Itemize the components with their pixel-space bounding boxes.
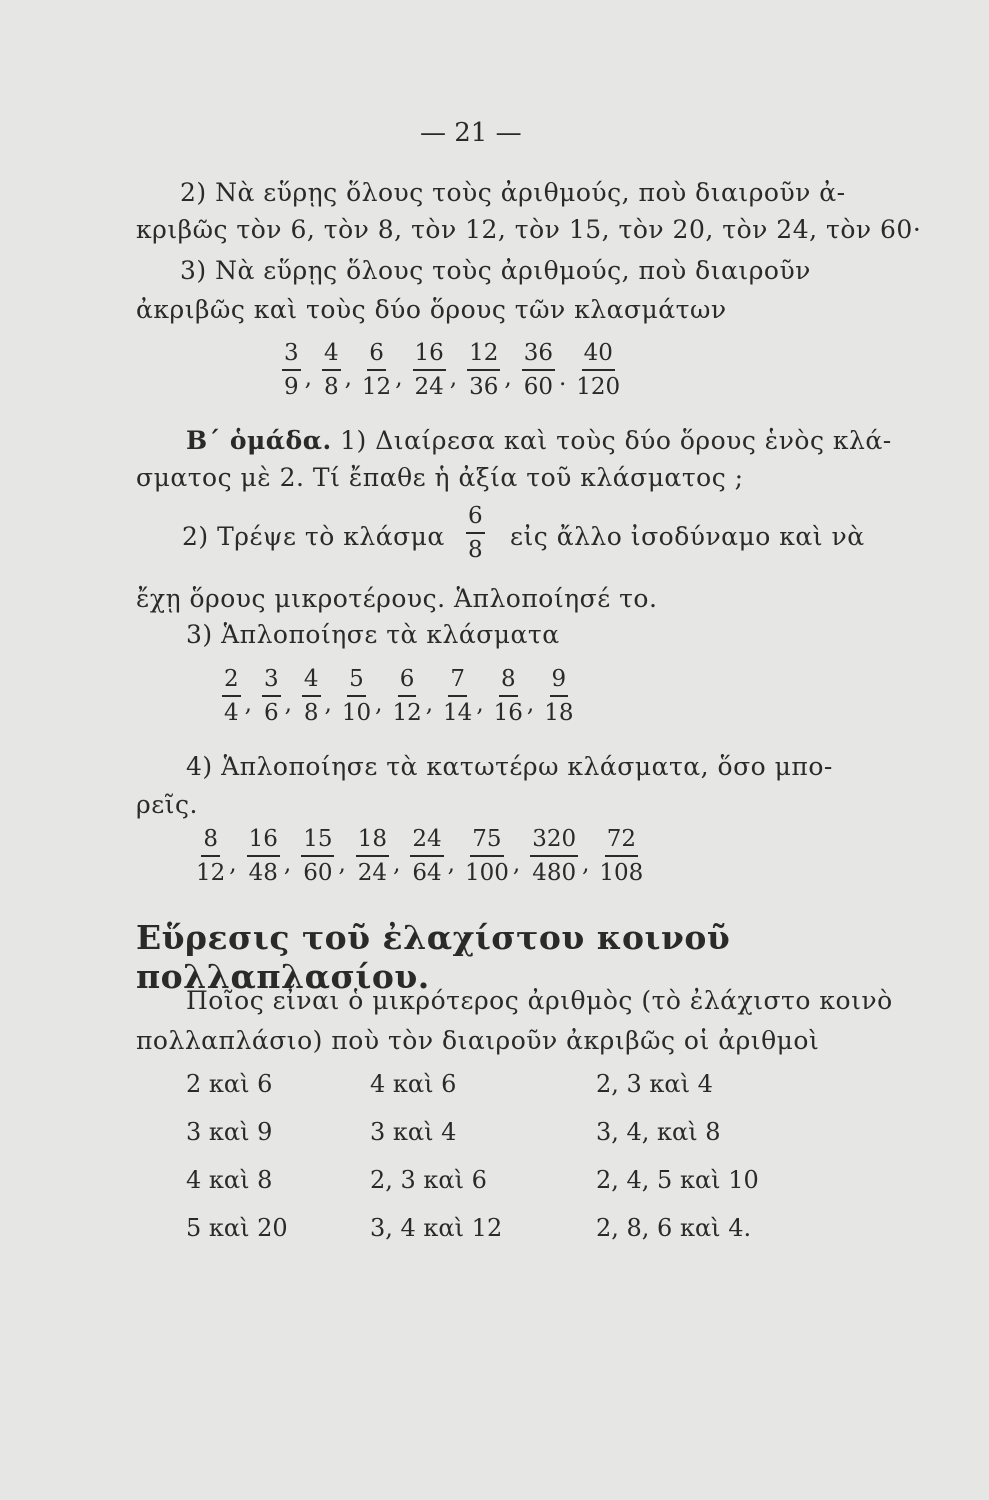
lcm-item: 2 καὶ 6 [186, 1070, 273, 1098]
group-b-exercise-2-line-2: ἔχῃ ὅρους μικροτέρους. Ἁπλοποίησέ το. [136, 584, 658, 613]
lcm-item: 2, 3 καὶ 4 [596, 1070, 713, 1098]
fraction-numerator: 40 [582, 342, 615, 371]
lcm-item: 2, 4, 5 καὶ 10 [596, 1166, 759, 1194]
lcm-item: 5 καὶ 20 [186, 1214, 288, 1242]
lcm-item: 4 καὶ 8 [186, 1166, 273, 1194]
exercise-4-line-1: 4) Ἁπλοποίησε τὰ κατωτέρω κλάσματα, ὅσο μπο- [186, 752, 833, 781]
group-b-label: Β΄ ὁμάδα. [186, 426, 332, 455]
fraction-denominator: 12 [196, 860, 226, 886]
fraction-separator: , [375, 690, 383, 717]
fraction-separator: , [244, 690, 252, 717]
lcm-item: 2, 8, 6 καὶ 4. [596, 1214, 752, 1242]
fraction [544, 668, 573, 725]
fraction-denominator: 36 [469, 374, 499, 400]
exercise-4-line-2: ρεῖς. [136, 790, 198, 819]
fraction-six-eighths [466, 505, 485, 562]
fraction-denominator: 24 [357, 860, 388, 886]
exercise-2-line-1: 2) Νὰ εὕρῃς ὅλους τοὺς ἀριθμούς, ποὺ διαιροῦν ἀ- [180, 178, 846, 207]
fraction [467, 342, 500, 399]
fraction-separator: . [558, 364, 567, 391]
fraction [599, 828, 643, 885]
fraction-denominator: 48 [248, 860, 278, 886]
exercise-3-line-1: 3) Νὰ εὕρῃς ὅλους τοὺς ἀριθμούς, ποὺ διαιροῦν [180, 256, 811, 285]
fraction-separator: , [449, 364, 458, 391]
fraction-denominator: 108 [599, 860, 644, 886]
fraction-numerator: 72 [605, 828, 638, 857]
fraction-denominator: 16 [493, 700, 523, 726]
lcm-item: 3 καὶ 9 [186, 1118, 273, 1146]
lcm-column-1 [186, 1070, 288, 1262]
fraction-denominator: 480 [532, 860, 577, 886]
fraction [196, 828, 225, 885]
exercise-2-line-2: κριβῶς τὸν 6, τὸν 8, τὸν 12, τὸν 15, τὸν 20, τὸν 24, τὸν 60· [136, 215, 922, 244]
lcm-item: 4 καὶ 6 [370, 1070, 457, 1098]
lcm-item: 3 καὶ 4 [370, 1118, 457, 1146]
fraction-denominator: 120 [576, 374, 621, 400]
fraction [262, 668, 281, 725]
fraction-numerator: 3 [282, 342, 301, 371]
fraction-denominator: 8 [468, 537, 483, 563]
fraction-numerator: 8 [499, 668, 518, 697]
fraction-denominator: 18 [544, 700, 574, 726]
fraction-denominator: 12 [392, 700, 422, 726]
fraction-list-1 [282, 342, 634, 399]
fraction-numerator: 6 [367, 342, 386, 371]
fraction-separator: , [283, 850, 292, 877]
fraction-denominator: 6 [263, 700, 279, 726]
fraction-denominator: 24 [414, 374, 444, 400]
fraction [282, 342, 301, 399]
fraction [302, 668, 321, 725]
fraction [494, 668, 523, 725]
fraction-numerator: 2 [222, 668, 241, 697]
fraction-separator: , [476, 690, 484, 717]
fraction-numerator: 75 [470, 828, 503, 857]
fraction [322, 342, 341, 399]
fraction-numerator: 15 [301, 828, 334, 857]
lcm-question-line-1: Ποῖος εἶναι ὁ μικρότερος ἀριθμὸς (τὸ ἐλάχιστο κοινὸ [186, 986, 893, 1015]
fraction [530, 828, 578, 885]
fraction-denominator: 10 [341, 700, 372, 726]
fraction-separator: , [512, 850, 521, 877]
fraction [356, 828, 389, 885]
fraction-numerator: 24 [410, 828, 443, 857]
fraction-numerator: 8 [201, 828, 220, 857]
fraction-denominator: 12 [361, 374, 392, 400]
fraction-numerator: 6 [398, 668, 417, 697]
fraction-numerator: 16 [247, 828, 280, 857]
fraction-numerator: 5 [347, 668, 366, 697]
fraction-separator: , [304, 364, 312, 391]
fraction-numerator: 3 [262, 668, 281, 697]
group-b-line-1 [186, 426, 892, 455]
lcm-item: 3, 4, καὶ 8 [596, 1118, 721, 1146]
fraction-denominator: 8 [323, 374, 339, 400]
fraction-numerator: 18 [356, 828, 389, 857]
fraction [576, 342, 620, 399]
fraction-list-2 [222, 668, 588, 725]
fraction-numerator: 7 [448, 668, 467, 697]
fraction-numerator: 16 [413, 342, 446, 371]
fraction-denominator: 8 [303, 700, 319, 726]
section-heading: Εὕρεσις τοῦ ἐλαχίστου κοινοῦ πολλαπλασίου. [136, 918, 731, 996]
fraction [342, 668, 371, 725]
fraction-list-3 [196, 828, 657, 885]
fraction-separator: , [395, 364, 403, 391]
fraction [443, 668, 472, 725]
fraction-separator: , [447, 850, 455, 877]
lcm-column-3 [596, 1070, 759, 1262]
fraction [301, 828, 334, 885]
fraction [222, 668, 241, 725]
fraction [522, 342, 555, 399]
fraction-separator: , [324, 690, 332, 717]
group-b-exercise-2-before: 2) Τρέψε τὸ κλάσμα [182, 522, 445, 551]
fraction-denominator: 9 [284, 374, 299, 400]
fraction-denominator: 64 [412, 860, 442, 886]
fraction-numerator: 6 [466, 505, 485, 534]
fraction-denominator: 14 [443, 700, 473, 726]
fraction-separator: , [504, 364, 512, 391]
lcm-question-line-2: πολλαπλάσιο) ποὺ τὸν διαιροῦν ἀκριβῶς οἱ ἀριθμοὶ [136, 1026, 820, 1055]
page-number: — 21 — [420, 118, 522, 148]
fraction [362, 342, 391, 399]
fraction-numerator: 36 [522, 342, 555, 371]
group-b-line-2: σματος μὲ 2. Τί ἔπαθε ἡ ἀξία τοῦ κλάσματος ; [136, 463, 744, 492]
fraction-denominator: 100 [464, 860, 509, 886]
fraction-separator: , [425, 690, 434, 717]
fraction-denominator: 4 [224, 700, 239, 726]
fraction-denominator: 60 [303, 860, 333, 886]
fraction-numerator: 12 [467, 342, 500, 371]
fraction-numerator: 4 [322, 342, 341, 371]
lcm-item: 2, 3 καὶ 6 [370, 1166, 487, 1194]
fraction-separator: , [582, 850, 590, 877]
fraction-numerator: 9 [550, 668, 569, 697]
lcm-item: 3, 4 καὶ 12 [370, 1214, 503, 1242]
group-b-exercise-3-line: 3) Ἁπλοποίησε τὰ κλάσματα [186, 620, 560, 649]
fraction [413, 342, 446, 399]
fraction-separator: , [284, 690, 292, 717]
fraction [410, 828, 443, 885]
fraction-separator: , [526, 690, 535, 717]
fraction [465, 828, 509, 885]
fraction-separator: , [229, 850, 237, 877]
fraction-separator: , [344, 364, 352, 391]
lcm-column-2 [370, 1070, 502, 1262]
fraction-denominator: 60 [523, 374, 553, 400]
fraction-separator: , [393, 850, 401, 877]
fraction-separator: , [338, 850, 346, 877]
group-b-exercise-1-text: 1) Διαίρεσα καὶ τοὺς δύο ὅρους ἑνὸς κλά- [340, 426, 892, 455]
fraction [392, 668, 421, 725]
fraction-numerator: 4 [302, 668, 321, 697]
group-b-exercise-2-after: εἰς ἄλλο ἰσοδύναμο καὶ νὰ [510, 522, 865, 551]
fraction-numerator: 320 [530, 828, 578, 857]
fraction [247, 828, 280, 885]
exercise-3-line-2: ἀκριβῶς καὶ τοὺς δύο ὅρους τῶν κλασμάτων [136, 295, 727, 324]
